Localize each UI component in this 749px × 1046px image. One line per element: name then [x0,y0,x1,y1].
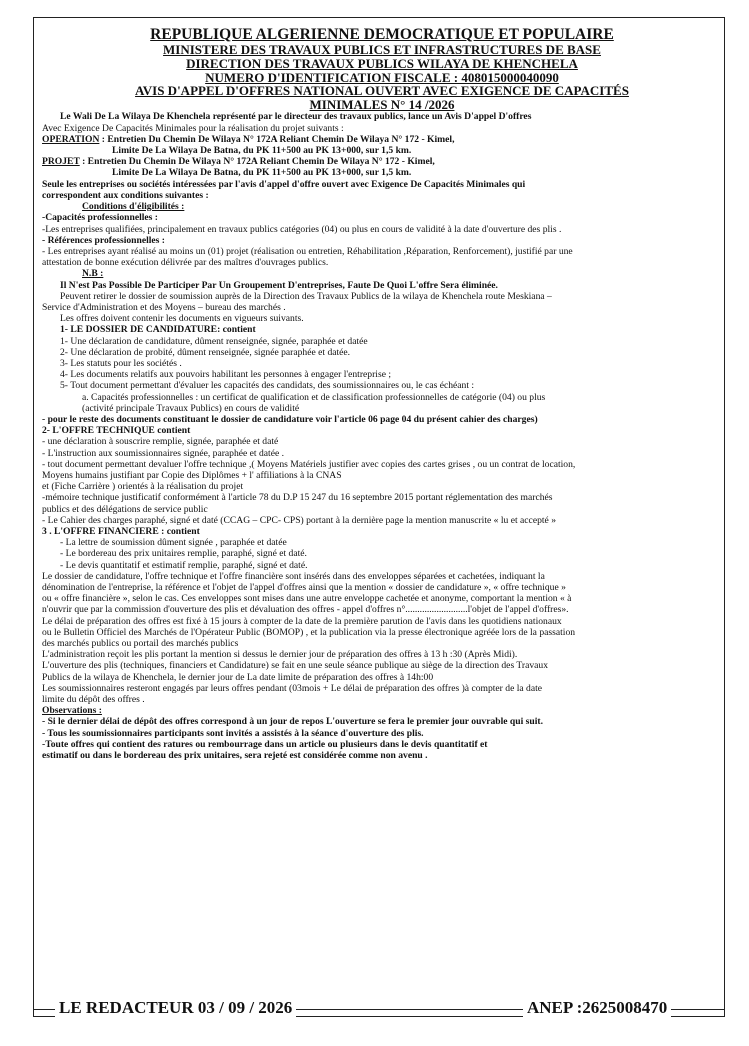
observation-line: - Si le dernier délai de dépôt des offres correspond à un jour de repos L'ouverture se fera le premier jour ouvrable qui suit. [42,716,543,728]
observation-line: estimatif ou dans le bordereau des prix unitaires, sera rejeté est considérée comme non avenu . [42,750,428,762]
dossier-item: 4- Les documents relatifs aux pouvoirs habilitant les personnes à engager l'entreprise ; [60,369,392,381]
operation-line [42,134,722,145]
eligibility-title: Conditions d'éligibilités : [82,201,185,213]
technique-line: Moyens humains justifiant par Copie des Diplômes + l' affiliations à la CNAS [42,469,342,481]
projet-line: Limite De La Wilaya De Batna, du PK 11+500 au PK 13+000, sur 1,5 km. [112,167,412,179]
financiere-item: - Le devis quantitatif et estimatif remplie, paraphé, signé et daté. [60,559,308,571]
technique-line: - tout document permettant devaluer l'offre technique ,( Moyens Matériels justifier avec copies des cartes grises , ou un contrat de location, [42,458,576,470]
nb-text: Les offres doivent contenir les documents en vigueurs suivants. [60,313,304,325]
nb-text: Service d'Administration et des Moyens – bureau des marchés . [42,301,286,313]
body-line: Le dossier de candidature, l'offre technique et l'offre financière sont insérés dans des enveloppes séparées et cachetées, indiquant la [42,570,545,582]
dossier-rest: - pour le reste des documents constituant le dossier de candidature voir l'article 06 page 04 du présent cahier des charges) [42,413,538,425]
financiere-title: 3 . L'OFFRE FINANCIERE : contient [42,525,200,537]
body-line: Le délai de préparation des offres est fixé à 15 jours à compter de la date de la première parution de l'avis dans les quotidiens nationaux [42,615,562,627]
dossier-subitem: (activité principale Travaux Publics) en cours de validité [82,402,300,414]
body-line: des marchés publics ou portail des marchés publics [42,638,239,650]
nb-label: N.B : [82,268,104,280]
body-line: limite du dépôt des offres . [42,694,145,706]
operation-line: Limite De La Wilaya De Batna, du PK 11+500 au PK 13+000, sur 1,5 km. [112,145,412,157]
references-title: - Références professionnelles : [42,234,166,246]
notice-number: MINIMALES N° 14 /2026 [309,96,455,112]
dossier-item: 5- Tout document permettant d'évaluer les capacités des candidats, des soumissionnaires ou, le cas échéant : [60,380,475,392]
technique-line: - une déclaration à souscrire remplie, signée, paraphée et daté [42,436,279,448]
fiscal-id: NUMERO D'IDENTIFICATION FISCALE : 408015000040090 [205,69,559,85]
technique-title: 2- L'OFFRE TECHNIQUE contient [42,425,191,437]
technique-line: - Le Cahier des charges paraphé, signé et daté (CCAG – CPC- CPS) portant à la dernière page la mention manuscrite « lu et accepté » [42,514,556,526]
footer [33,992,749,1026]
capacities-title: -Capacités professionnelles : [42,212,159,224]
body-line: Publics de la wilaya de Khenchela, le dernier jour de La date limite de préparation des offres à 14h:00 [42,671,434,683]
eligibility-intro: Seule les entreprises ou sociétés intéressées par l'avis d'appel d'offre ouvert avec Exigence De Capacités Minimales qui [42,178,526,190]
technique-line: et (Fiche Carrière ) orientés à la réalisation du projet [42,481,244,493]
technique-line: publics et des délégations de service public [42,503,208,515]
notice-title: AVIS D'APPEL D'OFFRES NATIONAL OUVERT AVEC EXIGENCE DE CAPACITÉS [135,83,629,99]
body-line: ou le Bulletin Officiel des Marchés de l'Opérateur Public (BOMOP) , et la publication via la presse électronique agréée lors de la passation [42,626,576,638]
redacteur-signature: LE REDACTEUR 03 / 09 / 2026 [55,998,296,1018]
body-line: Les soumissionnaires resteront engagés par leurs offres pendant (03mois + Le délai de préparation des offres )à compter de la date [42,682,543,694]
republic-title: REPUBLIQUE ALGERIENNE DEMOCRATIQUE ET POPULAIRE [150,26,614,43]
dossier-item: 3- Les statuts pour les sociétés . [60,357,182,369]
projet-label: PROJET [42,156,80,168]
references-text: - Les entreprises ayant réalisé au moins un (01) projet (réalisation ou entretien, Réhabilitation ,Réparation, Renforcement), justifié par une [42,245,573,257]
dossier-item: 1- Une déclaration de candidature, dûment renseignée, signée, paraphée et datée [60,335,368,347]
dossier-title: 1- LE DOSSIER DE CANDIDATURE: contient [60,324,256,336]
body-line: L'administration reçoit les plis portant la mention si dessus le dernier jour de préparation des offres à 13 h :30 (Après Midi). [42,649,518,661]
observation-line: -Toute offres qui contient des ratures ou rembourrage dans un article ou plusieurs dans le devis quantitatif et [42,738,488,750]
body-line: ou « offre financière », selon le cas. Ces enveloppes sont mises dans une autre enveloppe cachetée et anonyme, comportant la mention « à [42,593,572,605]
projet-text: : Entretien Du Chemin De Wilaya N° 172A Reliant Chemin De Wilaya N° 172 - Kimel, [79,156,435,168]
observation-line: - Tous les soumissionnaires participants sont invités a assistés à la séance d'ouverture des plis. [42,727,424,739]
technique-line: - L'instruction aux soumissionnaires signée, paraphée et datée . [42,447,285,459]
intro-line: Avec Exigence De Capacités Minimales pour la réalisation du projet suivants : [42,122,344,134]
references-text: attestation de bonne exécution délivrée par des maîtres d'ouvrages publics. [42,257,329,269]
intro-line: Le Wali De La Wilaya De Khenchela représenté par le directeur des travaux publics, lance un Avis D'appel D'offres [60,111,532,123]
eligibility-intro: correspondent aux conditions suivantes : [42,189,209,201]
technique-line: -mémoire technique justificatif conformément à l'article 78 du D.P 15 247 du 16 septembre 2015 portant réglementation des marchés [42,492,553,504]
body-line: n'ouvrir que par la commission d'ouverture des plis et dévaluation des offres - appel d'offres n°..........................l'objet de l'appel d'offres». [42,604,569,616]
projet-line [42,156,722,167]
financiere-item: - Le bordereau des prix unitaires remplie, paraphé, signé et daté. [60,548,307,560]
body-line: L'ouverture des plis (techniques, financiers et Candidature) se fait en une seule séance publique au siège de la direction des Travaux [42,660,549,672]
anep-number: ANEP :2625008470 [523,998,671,1018]
nb-text: Peuvent retirer le dossier de soumission auprès de la Direction des Travaux Publics de la wilaya de Khenchela route Meskiana – [60,290,552,302]
operation-label: OPERATION [42,133,100,145]
observations-title: Observations : [42,705,102,717]
financiere-item: - La lettre de soumission dûment signée , paraphée et datée [60,537,287,549]
body-line: dénomination de l'entreprise, la référence et l'objet de l'appel d'offres ainsi que la mention « dossier de candidature », « offre technique » [42,582,566,593]
capacities-text: -Les entreprises qualifiées, principalement en travaux publics catégories (04) ou plus en cours de validité à la date d'ouverture des plis . [42,223,562,235]
direction-title: DIRECTION DES TRAVAUX PUBLICS WILAYA DE KHENCHELA [186,55,578,71]
notice-document [42,0,722,761]
operation-text: : Entretien Du Chemin De Wilaya N° 172A Reliant Chemin De Wilaya N° 172 - Kimel, [99,133,455,145]
dossier-item: 2- Une déclaration de probité, dûment renseignée, signée paraphée et datée. [60,346,351,358]
ministry-title: MINISTERE DES TRAVAUX PUBLICS ET INFRASTRUCTURES DE BASE [163,42,601,58]
nb-text: Il N'est Pas Possible De Participer Par Un Groupement D'entreprises, Faute De Quoi L'offre Sera éliminée. [60,279,498,291]
dossier-subitem: a. Capacités professionnelles : un certificat de qualification et de classification professionnelles de catégorie (04) ou plus [82,391,546,403]
